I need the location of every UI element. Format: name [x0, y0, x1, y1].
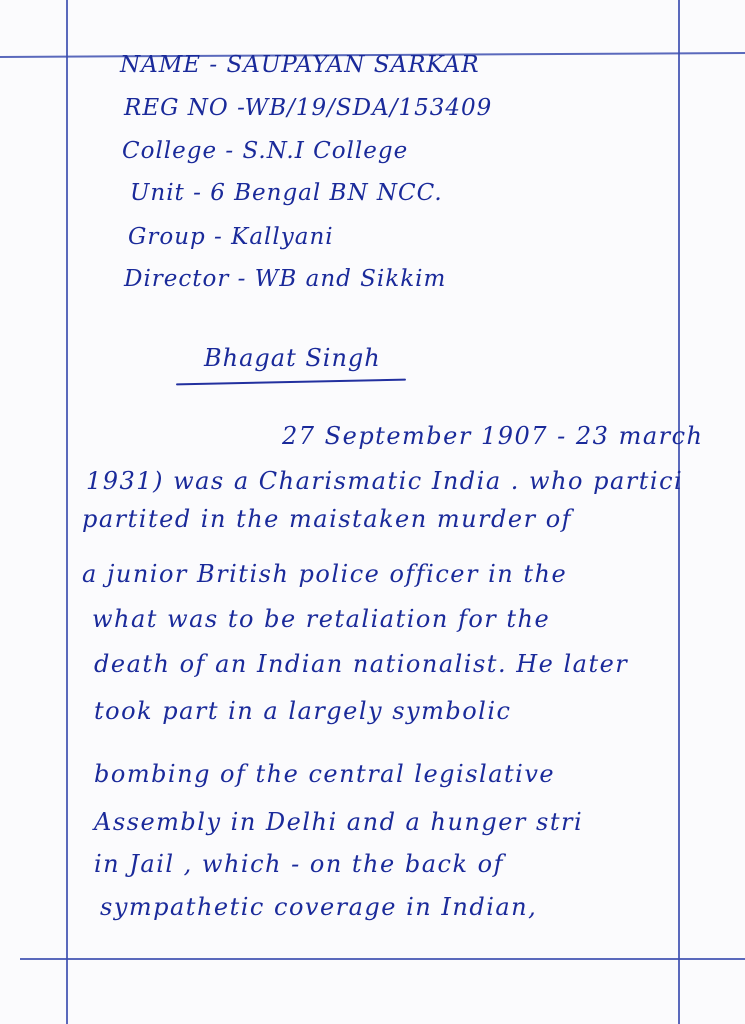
essay-line: bombing of the central legislative: [94, 760, 556, 788]
reg-no-line: REG NO -WB/19/SDA/153409: [124, 95, 493, 121]
essay-title: Bhagat Singh: [204, 344, 381, 372]
essay-line: death of an Indian nationalist. He later: [94, 650, 629, 678]
essay-line: a junior British police officer in the: [82, 560, 568, 588]
left-margin-line: [66, 0, 68, 1024]
director-line: Director - WB and Sikkim: [124, 266, 447, 292]
group-line: Group - Kallyani: [128, 224, 334, 250]
unit-line: Unit - 6 Bengal BN NCC.: [130, 180, 443, 206]
essay-line: 1931) was a Charismatic India . who partici: [86, 467, 684, 495]
essay-line: in Jail , which - on the back of: [94, 850, 504, 878]
college-line: College - S.N.I College: [122, 138, 409, 164]
essay-line: partited in the maistaken murder of: [82, 505, 573, 533]
title-underline: [176, 379, 406, 386]
essay-line: what was to be retaliation for the: [92, 605, 551, 633]
name-line: NAME - SAUPAYAN SARKAR: [120, 52, 480, 78]
essay-line: 27 September 1907 - 23 march: [282, 422, 704, 450]
essay-line: Assembly in Delhi and a hunger stri: [94, 808, 584, 836]
right-margin-line: [678, 0, 680, 1024]
essay-line: took part in a largely symbolic: [94, 697, 512, 725]
bottom-margin-line: [20, 958, 745, 960]
essay-line: sympathetic coverage in Indian,: [100, 893, 538, 921]
